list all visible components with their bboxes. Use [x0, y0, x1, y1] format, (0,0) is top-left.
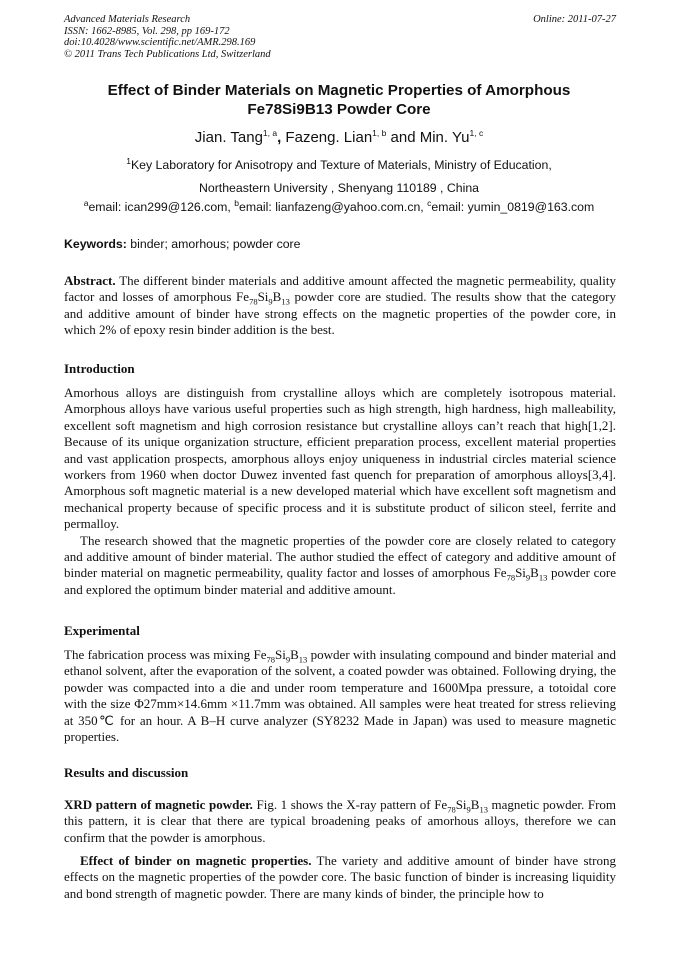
journal-header	[64, 14, 616, 60]
heading-introduction: Introduction	[64, 361, 135, 376]
affiliation-line-1: $^1$Key Laboratory for Anisotropy and Texture of Materials, Ministry of Education,	[126, 155, 552, 172]
xrd-label: XRD pattern of magnetic powder.	[64, 797, 253, 812]
experimental-body	[64, 647, 616, 745]
paper-title	[40, 81, 638, 119]
binder-paragraph: Effect of binder on magnetic properties. The variety and additive amount of binder have strong effects on the magnetic properties of the powder core. The basic function of binder is increasing liquidity and bond strength of magnetic powder. There are many kinds of binder, the principle how to	[64, 853, 616, 901]
paper-title-line-2: Fe78Si9B13 Powder Core	[247, 101, 431, 118]
affiliation	[40, 154, 638, 200]
introduction-paragraph-1: Amorhous alloys are distinguish from crystalline alloys which are completely isotropous material. Amorphous alloys have various useful properties such as high strength, high hardness, high malleability, excellent soft magnetism and high corrosion resistance but crystalline alloys can’t reach that high[1,2]. Because of its unique organization structure, efficient preparation process, excellent material properties and vast application prospects, amorphous alloys enjoy uniqueness in industrial circles material science workers from 1960 when doctor Duwez invented fast quench for preparation of amorphous alloys[3,4]. Amorphous soft magnetic material is a new developed material which have excellent soft magnetism and mechanical property because of specific process and it is substitute product of silicon steel, ferrite and permalloy.	[64, 385, 616, 532]
author-1-sup: 1, a	[262, 128, 278, 138]
introduction-paragraph-2: The research showed that the magnetic properties of the powder core are closely related to category and additive amount of binder material. The author studied the effect of category and additive amount of binder material on magnetic permeability, quality factor and losses of amorphous $Fe_{78}Si_9B_{13}$ powder core and explored the optimum binder material and additive amount.	[64, 532, 617, 597]
author-separator: ,	[277, 129, 282, 146]
keywords-text: binder; amorhous; powder core	[126, 237, 301, 251]
email-b: email: lianfazeng@yahoo.com.cn,	[238, 200, 428, 214]
heading-experimental: Experimental	[64, 623, 140, 638]
abstract-label: Abstract.	[64, 273, 116, 288]
author-and: and	[386, 129, 420, 146]
keywords	[64, 236, 624, 252]
experimental-paragraph: The fabrication process was mixing $Fe_{78}Si_9B_{13}$ powder with insulating compound and binder material and ethanol solvent, after the evaporation of the solvent, a coated powder was obtained. Following drying, the powder was compacted into a die and under room temperature and 1600Mpa pressure, a totoidal core with the size Φ27mm×14.6mm ×11.7mm was obtained. All samples were heat treated for stress relieving at 350℃ for an hour. A B–H curve analyzer (SY8232 Made in Japan) was used to measure magnetic properties.	[64, 647, 616, 745]
affiliation-sup: 1	[126, 155, 131, 166]
author-2: Fazeng. Lian	[281, 129, 373, 146]
email-c: email: yumin_0819@163.com	[431, 200, 595, 214]
paper-title-line-1: Effect of Binder Materials on Magnetic Properties of Amorphous	[107, 82, 571, 99]
journal-issn: ISSN: 1662-8985, Vol. 298, pp 169-172	[64, 25, 230, 37]
abstract: Abstract. The different binder materials and additive amount affected the magnetic permeability, quality factor and losses of amorphous $Fe_{78}Si_9B_{13}$ powder core are studied. The results show that the category and additive amount of binder have strong effects on the magnetic properties of the powder core, in which 2% of epoxy resin binder addition is the best.	[64, 273, 616, 338]
author-3: Min. Yu	[419, 129, 470, 146]
journal-doi: doi:10.4028/www.scientific.net/AMR.298.169	[64, 37, 256, 48]
keywords-label: Keywords:	[64, 237, 127, 251]
email-a: email: ican299@126.com,	[88, 200, 235, 214]
introduction-body	[64, 385, 616, 598]
author-1: Jian. Tang	[194, 129, 263, 146]
author-list	[40, 128, 638, 148]
journal-name: Advanced Materials Research	[64, 14, 191, 25]
xrd-paragraph: XRD pattern of magnetic powder. Fig. 1 shows the X-ray pattern of $Fe_{78}Si_9B_{13}$ magnetic powder. From this pattern, it is clear that there are typical broadening peaks of amorhous alloys, therefore we can confirm that the powder is amorphous.	[64, 797, 617, 845]
email-list: $^a$email: ican299@126.com, $^b$email: lianfazeng@yahoo.com.cn, $^c$email: yumin_0819@163.com	[83, 197, 595, 214]
affiliation-line-2: Northeastern University , Shenyang 110189 , China	[198, 181, 480, 195]
binder-label: Effect of binder on magnetic properties.	[80, 853, 312, 868]
online-date: Online: 2011-07-27	[533, 14, 616, 25]
heading-results: Results and discussion	[64, 765, 189, 780]
journal-copyright: © 2011 Trans Tech Publications Ltd, Switzerland	[64, 48, 271, 60]
author-2-sup: 1, b	[372, 128, 387, 138]
author-3-sup: 1, c	[469, 128, 484, 138]
